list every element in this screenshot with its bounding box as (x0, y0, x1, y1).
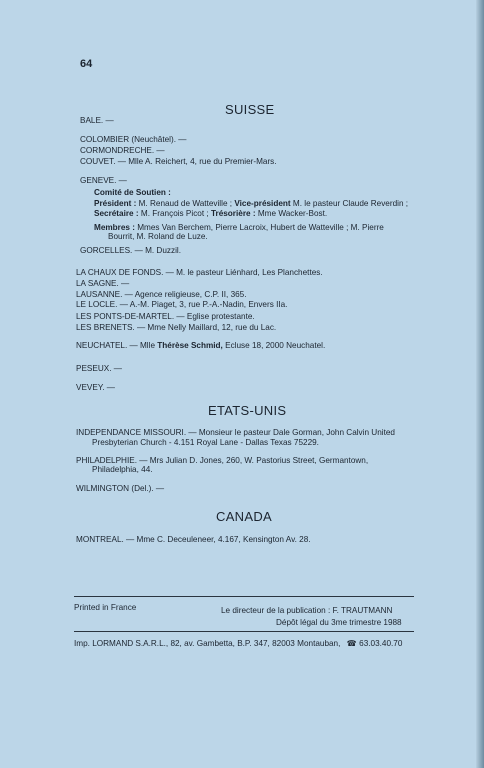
entry-peseux: PESEUX. — (76, 364, 122, 373)
entry-philadelphie-line-1: PHILADELPHIE. — Mrs Julian D. Jones, 260, W. Pastorius Street, Germantown, (76, 456, 369, 465)
entry-gorcelles: GORCELLES. — M. Duzzil. (80, 246, 182, 255)
section-title-etats-unis: ETATS-UNIS (208, 403, 287, 418)
printed-in-france: Printed in France (74, 603, 137, 612)
secretaire-label: Secrétaire : (94, 209, 139, 218)
footer-bottom-rule (74, 631, 414, 632)
entry-lausanne: LAUSANNE. — Agence religieuse, C.P. II, 365. (76, 290, 247, 299)
entry-colombier: COLOMBIER (Neuchâtel). — (80, 135, 187, 144)
vice-text: M. le pasteur Claude Reverdin ; (292, 199, 409, 208)
tresoriere-text: Mme Wacker-Bost. (257, 209, 328, 218)
secretaire-line (94, 209, 327, 219)
entry-philadelphie-line-2: Philadelphia, 44. (92, 465, 153, 474)
neuchatel-prefix: NEUCHATEL. — Mlle (76, 341, 156, 350)
entry-independance-line-1: INDEPENDANCE MISSOURI. — Monsieur le pasteur Dale Gorman, John Calvin United (76, 428, 395, 437)
entry-independance-line-2: Presbyterian Church - 4.151 Royal Lane - Dallas Texas 75229. (92, 438, 319, 447)
entry-ponts-de-martel: LES PONTS-DE-MARTEL. — Eglise protestante. (76, 312, 255, 321)
entry-vevey: VEVEY. — (76, 383, 115, 392)
tresoriere-label: Trésorière : (210, 209, 256, 218)
entry-geneve: GENEVE. — (80, 176, 127, 185)
entry-couvet: COUVET. — Mlle A. Reichert, 4, rue du Premier-Mars. (80, 157, 277, 166)
publication-director: Le directeur de la publication : F. TRAUTMANN (221, 606, 393, 615)
neuchatel-name: Thérèse Schmid, (157, 341, 223, 350)
phone-icon: ☎ (346, 639, 357, 648)
comite-title: Comité de Soutien : (94, 188, 171, 197)
entry-les-brenets: LES BRENETS. — Mme Nelly Maillard, 12, rue du Lac. (76, 323, 277, 332)
printer-address: Imp. LORMAND S.A.R.L., 82, av. Gambetta, B.P. 347, 82003 Montauban, (74, 639, 341, 648)
entry-cormondreche: CORMONDRECHE. — (80, 146, 165, 155)
phone-number: 63.03.40.70 (359, 639, 403, 648)
section-title-suisse: SUISSE (225, 102, 275, 117)
president-label: Président : (94, 199, 137, 208)
membres-label: Membres : (94, 223, 135, 232)
footer-top-rule (74, 596, 414, 597)
vice-label: Vice-président (234, 199, 291, 208)
printer-line (74, 638, 402, 648)
page-number: 64 (80, 58, 93, 70)
entry-la-sagne: LA SAGNE. — (76, 279, 130, 288)
entry-wilmington: WILMINGTON (Del.). — (76, 484, 165, 493)
section-title-canada: CANADA (216, 509, 272, 524)
legal-deposit: Dépôt légal du 3me trimestre 1988 (276, 618, 402, 627)
entry-le-locle: LE LOCLE. — A.-M. Piaget, 3, rue P.-A.-Nadin, Envers IIa. (76, 300, 288, 309)
president-text: M. Renaud de Watteville ; (138, 199, 233, 208)
secretaire-text: M. François Picot ; (140, 209, 209, 218)
membres-text-1: Mmes Van Berchem, Pierre Lacroix, Hubert de Watteville ; M. Pierre (137, 223, 384, 232)
entry-bale: BALE. — (80, 116, 114, 125)
page-edge-shadow (476, 0, 484, 768)
president-line (94, 199, 408, 209)
neuchatel-rest: Ecluse 18, 2000 Neuchatel. (225, 341, 326, 350)
entry-montreal: MONTREAL. — Mme C. Deceuleneer, 4.167, Kensington Av. 28. (76, 535, 311, 544)
entry-chaux-de-fonds: LA CHAUX DE FONDS. — M. le pasteur Liénhard, Les Planchettes. (76, 268, 323, 277)
entry-neuchatel (76, 341, 325, 351)
membres-text-2: Bourrit, M. Roland de Luze. (108, 232, 208, 241)
